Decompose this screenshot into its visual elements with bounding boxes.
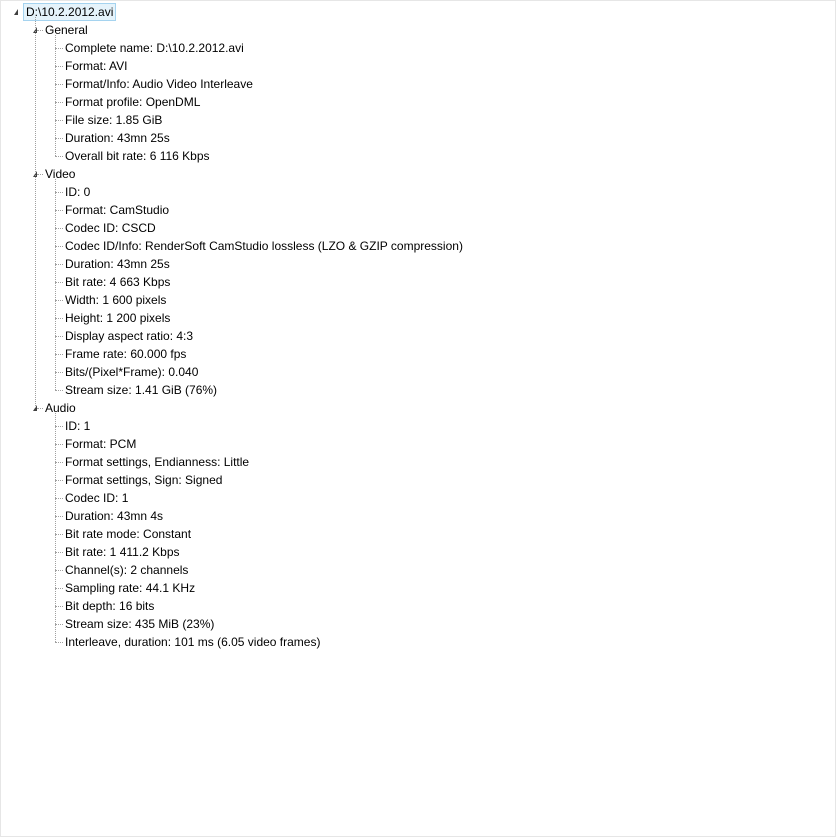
tree-item-label[interactable]: Sampling rate: 44.1 KHz	[65, 581, 196, 595]
tree-connector-h	[55, 138, 63, 139]
tree-connector-h	[55, 606, 63, 607]
tree-item-label[interactable]: Format: CamStudio	[65, 203, 170, 217]
section-general-label[interactable]: General	[45, 23, 88, 37]
tree-section-general[interactable]	[1, 21, 835, 39]
tree-connector-v	[55, 35, 56, 156]
tree-item-label[interactable]: Bits/(Pixel*Frame): 0.040	[65, 365, 199, 379]
section-video-label[interactable]: Video	[45, 167, 76, 181]
tree-connector-h	[55, 570, 63, 571]
section-audio-label[interactable]: Audio	[45, 401, 76, 415]
tree-section-video[interactable]	[1, 165, 835, 183]
tree-connector-h	[55, 372, 63, 373]
tree-connector-h	[55, 480, 63, 481]
tree-item-label[interactable]: Duration: 43mn 4s	[65, 509, 164, 523]
tree-connector-h	[55, 210, 63, 211]
tree-connector-h	[55, 102, 63, 103]
tree-connector-h	[37, 30, 43, 31]
tree-connector-h	[55, 516, 63, 517]
tree-connector-h	[55, 642, 63, 643]
tree-connector-h	[55, 498, 63, 499]
tree-item-label[interactable]: Bit rate: 4 663 Kbps	[65, 275, 171, 289]
tree-connector-h	[55, 336, 63, 337]
tree-connector-h	[55, 624, 63, 625]
tree-item[interactable]	[1, 183, 835, 201]
tree-connector-h	[55, 552, 63, 553]
tree-item-label[interactable]: Duration: 43mn 25s	[65, 257, 170, 271]
tree-item-label[interactable]: ID: 0	[65, 185, 91, 199]
tree-item-label[interactable]: Format: AVI	[65, 59, 128, 73]
tree-connector-h	[55, 282, 63, 283]
tree-connector-h	[55, 66, 63, 67]
tree-connector-h	[37, 408, 43, 409]
tree-connector-h	[55, 264, 63, 265]
tree-item-label[interactable]: Width: 1 600 pixels	[65, 293, 167, 307]
tree-item-label[interactable]: Stream size: 1.41 GiB (76%)	[65, 383, 218, 397]
tree-connector-h	[37, 174, 43, 175]
tree-connector-v	[55, 413, 56, 642]
media-info-tree[interactable]	[1, 1, 835, 836]
tree-item-label[interactable]: Complete name: D:\10.2.2012.avi	[65, 41, 244, 55]
tree-connector-h	[55, 534, 63, 535]
tree-connector-h	[55, 48, 63, 49]
tree-connector-h	[55, 228, 63, 229]
tree-item-label[interactable]: Bit rate: 1 411.2 Kbps	[65, 545, 180, 559]
tree-item-label[interactable]: Format settings, Endianness: Little	[65, 455, 250, 469]
tree-connector-v	[35, 17, 36, 408]
tree-connector-h	[55, 318, 63, 319]
tree-connector-h	[55, 444, 63, 445]
tree-connector-h	[55, 354, 63, 355]
root-expander-icon[interactable]	[14, 9, 18, 15]
tree-connector-h	[55, 84, 63, 85]
tree-item-label[interactable]: File size: 1.85 GiB	[65, 113, 163, 127]
tree-item-label[interactable]: Format: PCM	[65, 437, 137, 451]
tree-item-label[interactable]: Format settings, Sign: Signed	[65, 473, 223, 487]
tree-item-label[interactable]: Format profile: OpenDML	[65, 95, 201, 109]
tree-connector-h	[55, 120, 63, 121]
tree-item-label[interactable]: Frame rate: 60.000 fps	[65, 347, 187, 361]
tree-connector-h	[55, 192, 63, 193]
tree-item-label[interactable]: Duration: 43mn 25s	[65, 131, 170, 145]
tree-item-label[interactable]: Overall bit rate: 6 116 Kbps	[65, 149, 210, 163]
tree-item-label[interactable]: Display aspect ratio: 4:3	[65, 329, 194, 343]
tree-item-label[interactable]: Bit rate mode: Constant	[65, 527, 192, 541]
tree-connector-h	[55, 426, 63, 427]
tree-connector-v	[55, 179, 56, 390]
tree-item-label[interactable]: Height: 1 200 pixels	[65, 311, 171, 325]
tree-connector-h	[55, 588, 63, 589]
tree-item[interactable]	[1, 417, 835, 435]
tree-connector-h	[55, 156, 63, 157]
tree-item-label[interactable]: Stream size: 435 MiB (23%)	[65, 617, 215, 631]
tree-connector-h	[55, 246, 63, 247]
tree-item-label[interactable]: Interleave, duration: 101 ms (6.05 video frames)	[65, 635, 321, 649]
tree-root-row[interactable]	[1, 3, 835, 21]
tree-item-label[interactable]: ID: 1	[65, 419, 91, 433]
tree-connector-h	[55, 462, 63, 463]
tree-item-label[interactable]: Codec ID: 1	[65, 491, 129, 505]
tree-connector-h	[55, 300, 63, 301]
tree-item-label[interactable]: Format/Info: Audio Video Interleave	[65, 77, 253, 91]
tree-item-label[interactable]: Codec ID/Info: RenderSoft CamStudio lossless (LZO & GZIP compression)	[65, 239, 463, 253]
tree-connector-h	[55, 390, 63, 391]
tree-item-label[interactable]: Channel(s): 2 channels	[65, 563, 189, 577]
tree-item-label[interactable]: Bit depth: 16 bits	[65, 599, 155, 613]
tree-item-label[interactable]: Codec ID: CSCD	[65, 221, 156, 235]
tree-root-label[interactable]: D:\10.2.2012.avi	[23, 3, 116, 21]
tree-section-audio[interactable]	[1, 399, 835, 417]
